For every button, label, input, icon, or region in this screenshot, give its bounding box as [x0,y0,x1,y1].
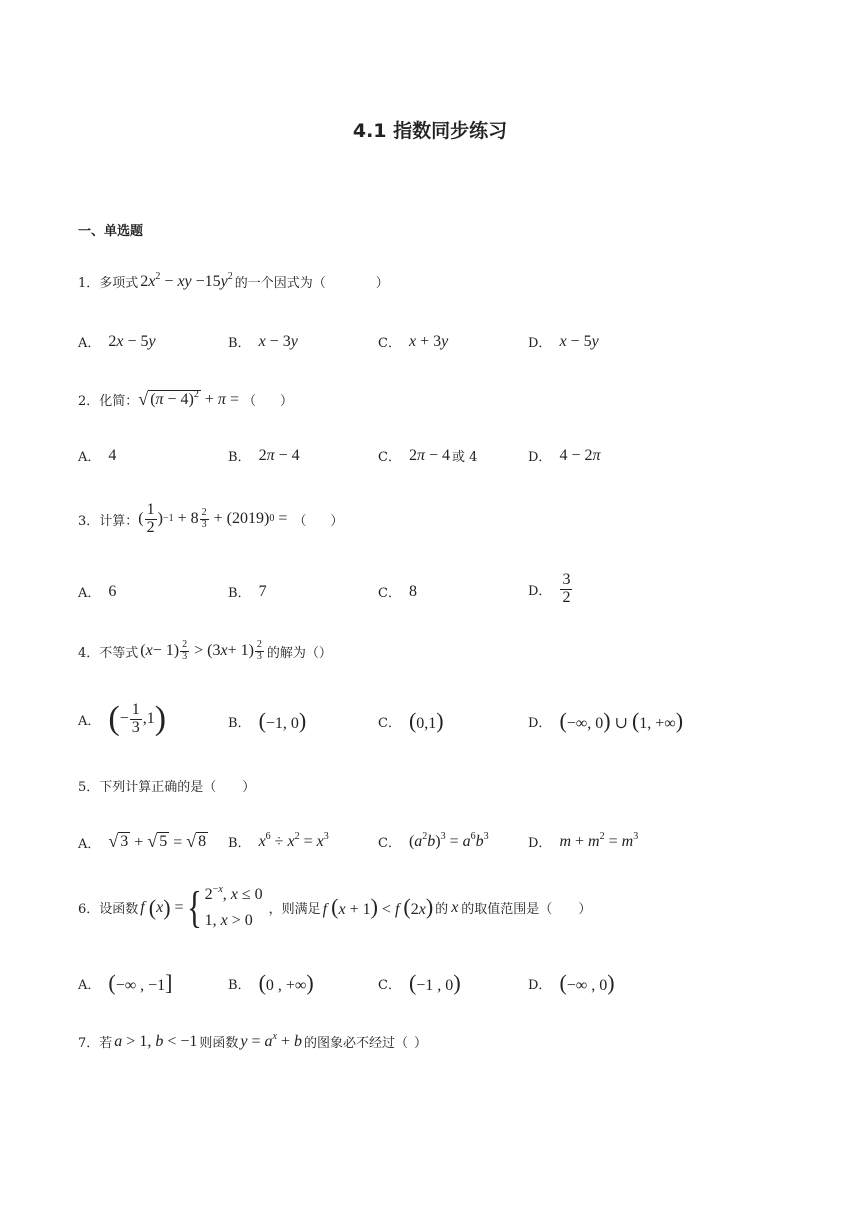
question-text: 计算： [99,513,139,529]
question-number: 1． [78,276,100,291]
option-d[interactable]: D． $\frac{3}{2}$ [528,571,571,606]
question-text: 多项式 [99,276,139,291]
option-a[interactable]: A． 2x − 5y [78,332,156,351]
option-a-value: 2x − 5y [108,332,156,350]
option-d[interactable]: D． $m + m^2 = m^3$ [528,830,639,851]
answer-paren-open: （ [242,394,256,409]
question-5: 5． 下列计算正确的是（ ） [78,776,255,795]
page-title: 4.1 指数同步练习 [352,120,508,142]
question-6: 6． 设函数 f ( x ) = { $2^{-x}$, x ≤ 0 1, x > 0 ，则满足 f (x + 1) < f (2x) 的 x 的取值范围是（ ） [78,882,592,932]
option-c[interactable]: C． 8 [378,582,417,601]
option-a[interactable]: A． √ 3 + √ 5 = √ 8 [78,831,207,852]
option-d[interactable]: D． (−∞, 0) ∪ (1, +∞) [528,708,684,733]
question-number: 3． [78,513,100,529]
question-text: 不等式 [99,645,139,661]
section-heading: 一、单选题 [78,224,144,239]
option-b[interactable]: B． x − 3y [228,332,298,351]
option-b[interactable]: B． $x^6 \div x^2 = x^3$ [228,830,329,851]
question-number: 4． [78,645,100,661]
option-c[interactable]: C． 2π − 4 或 4 [378,446,478,465]
question-7: 7． 若 a > 1, b < −1 则函数 $y = a^x + b$ 的图象必不经过（ ） [78,1030,428,1051]
option-b[interactable]: B． (0 , +∞) [228,970,314,995]
calc-expression: ( $\frac{1}{2}$ ) −1 + 8 $\frac{2}{3}$ + (2019) 0 = [138,501,288,536]
option-b[interactable]: B． 2π − 4 [228,446,300,465]
question-number: 2． [78,394,100,409]
option-a[interactable]: A． 6 [78,582,117,601]
answer-paren: ） [375,276,389,291]
question-2: 2． 化简： √ $(\pi - 4)^2$ + π = （ ） [78,389,293,409]
option-d[interactable]: D． 4 − 2π [528,446,601,465]
option-c[interactable]: C． (0,1) [378,708,444,733]
option-c[interactable]: C． (−1 , 0) [378,970,461,995]
condition-expression: a > 1, b < −1 [114,1032,198,1050]
question-number: 7． [78,1036,100,1051]
option-b[interactable]: B． 7 [228,582,267,601]
question-text-after: 的一个因式为（ [234,276,326,291]
option-b[interactable]: B． (−1, 0) [228,708,307,733]
option-a[interactable]: A． ( − $\frac{1}{3}$ ,1 ) [78,700,167,738]
option-a[interactable]: A． 4 [78,446,117,465]
option-a[interactable]: A． (−∞ , −1] [78,970,173,995]
option-c[interactable]: C． $(a^2b)^3 = a^6b^3$ [378,830,489,851]
question-text: 设函数 [99,902,139,918]
question-3: 3． 计算： ( $\frac{1}{2}$ ) −1 + 8 $\frac{2}{3}$ + (2019) 0 = （ ） [78,501,344,536]
sqrt-expression: √ $(\pi - 4)^2$ [138,389,199,409]
question-1 [78,272,389,291]
question-text: 若 [99,1036,113,1051]
polynomial-expression: $2x^2$ − xy $-15y^2$ [140,270,233,290]
piecewise-function: f ( x ) = { $2^{-x}$, x ≤ 0 1, x > 0 [140,882,263,932]
inequality-expression: ( x − 1) $\frac{2}{3}$ > (3 x + 1) $\frac{2}{3}$ [140,639,262,662]
function-expression: $y = a^x + b$ [240,1030,303,1050]
option-c[interactable]: C． x + 3y [378,332,449,351]
option-d[interactable]: D． (−∞ , 0) [528,970,615,995]
question-number: 5． [78,780,100,795]
question-number: 6． [78,902,100,918]
question-4: 4． 不等式 ( x − 1) $\frac{2}{3}$ > (3 x + 1) $\frac{2}{3}$ 的解为（） [78,639,332,662]
inequality-condition: f (x + 1) < f (2x) [322,894,434,920]
question-text: 化简： [99,394,139,409]
option-d[interactable]: D． x − 5y [528,332,599,351]
question-text: 下列计算正确的是（ [99,780,217,795]
